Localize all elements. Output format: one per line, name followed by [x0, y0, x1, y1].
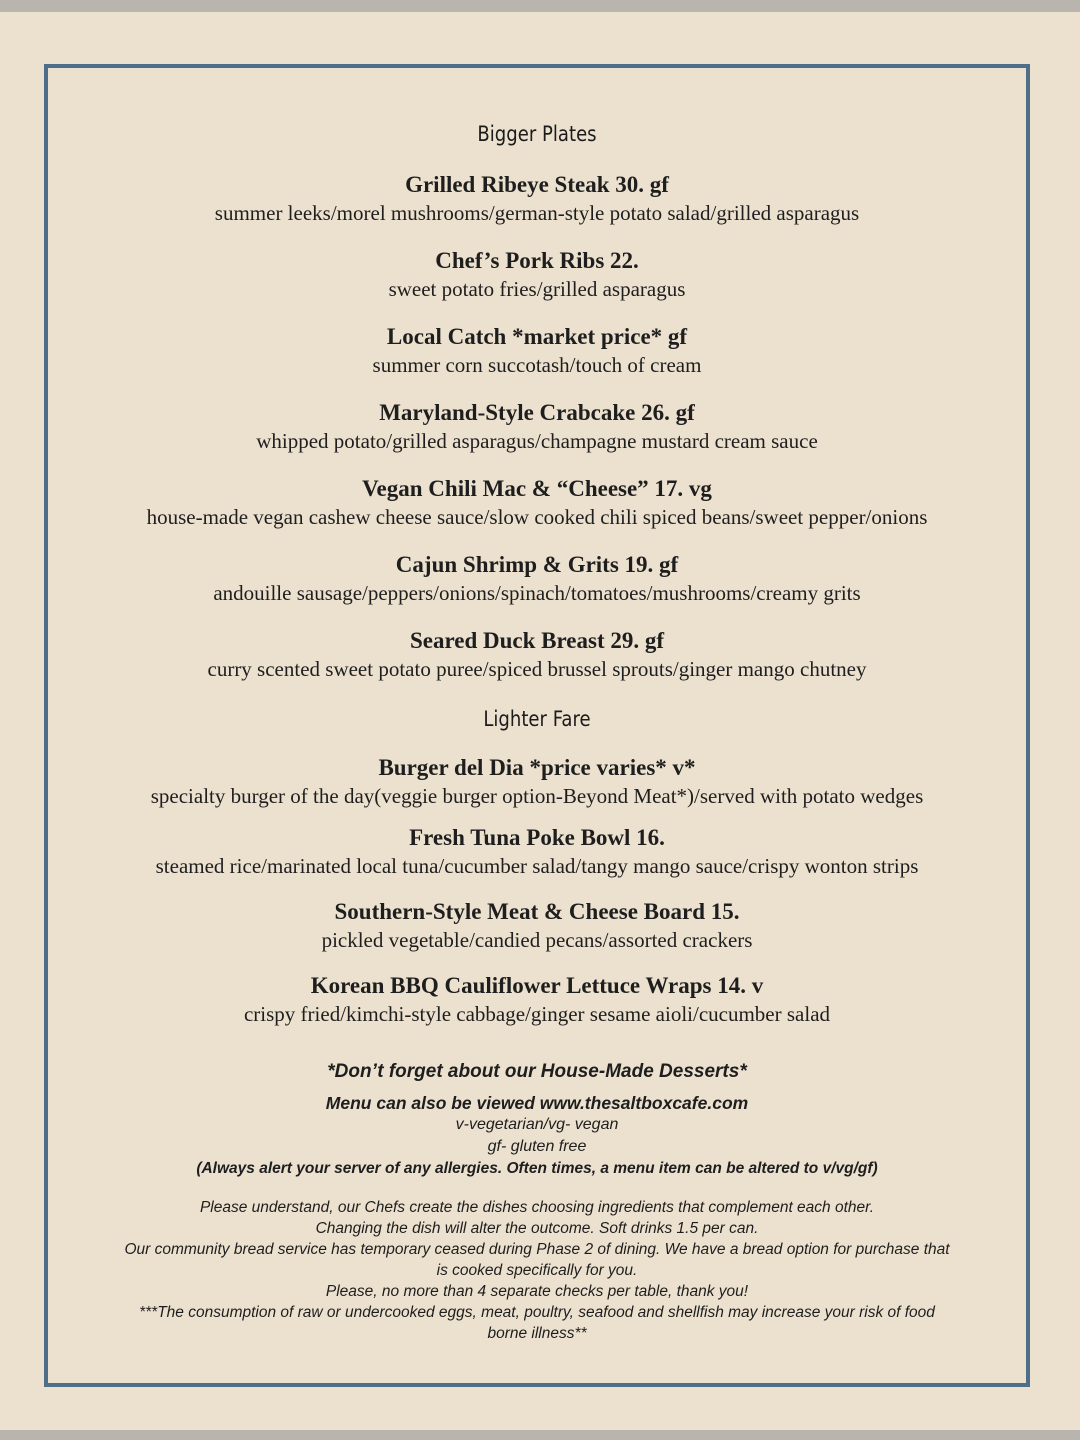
- item-name: Grilled Ribeye Steak 30. gf: [405, 172, 669, 197]
- diet-legend: v-vegetarian/vg- vegan: [455, 1116, 619, 1133]
- item-description: whipped potato/grilled asparagus/champagne mustard cream sauce: [256, 429, 818, 453]
- item-name: Local Catch *market price* gf: [386, 324, 688, 349]
- section-bigger-plates: [48, 122, 1026, 683]
- policy-notes: [48, 1197, 1026, 1344]
- item-name: Korean BBQ Cauliflower Lettuce Wraps 14. v: [310, 973, 764, 998]
- section-lighter-fare: [48, 707, 1026, 1028]
- item-name: Seared Duck Breast 29. gf: [409, 628, 665, 653]
- diet-legend: gf- gluten free: [487, 1138, 587, 1155]
- section-title: Lighter Fare: [483, 707, 591, 731]
- item-name: Burger del Dia *price varies* v*: [378, 755, 696, 780]
- policy-line: Our community bread service has temporary ceased during Phase 2 of dining. We have a bread option for purchase that: [124, 1241, 950, 1258]
- website-note: Menu can also be viewed www.thesaltboxcafe.com: [325, 1093, 749, 1113]
- item-description: pickled vegetable/candied pecans/assorted crackers: [321, 928, 753, 952]
- policy-line: Please understand, our Chefs create the dishes choosing ingredients that complement each other.: [199, 1199, 875, 1216]
- menu-item: [48, 551, 1026, 607]
- item-description: specialty burger of the day(veggie burger option-Beyond Meat*)/served with potato wedges: [150, 784, 924, 808]
- item-name: Fresh Tuna Poke Bowl 16.: [409, 825, 665, 850]
- item-description: sweet potato fries/grilled asparagus: [388, 277, 686, 301]
- menu-content: [48, 56, 1026, 1344]
- menu-item: [48, 399, 1026, 455]
- menu-item: [48, 824, 1026, 880]
- desserts-note: *Don’t forget about our House-Made Desserts*: [327, 1061, 747, 1082]
- policy-line: borne illness**: [487, 1325, 587, 1342]
- item-description: andouille sausage/peppers/onions/spinach/tomatoes/mushrooms/creamy grits: [213, 581, 861, 605]
- menu-item: [48, 475, 1026, 531]
- section-title: Bigger Plates: [477, 122, 597, 146]
- menu-item: [48, 627, 1026, 683]
- menu-footer: [48, 1060, 1026, 1344]
- item-description: curry scented sweet potato puree/spiced brussel sprouts/ginger mango chutney: [207, 657, 867, 681]
- item-description: steamed rice/marinated local tuna/cucumber salad/tangy mango sauce/crispy wonton strips: [155, 854, 919, 878]
- item-name: Chef’s Pork Ribs 22.: [435, 248, 639, 273]
- allergy-note: (Always alert your server of any allergies. Often times, a menu item can be altered to v/vg/gf): [196, 1160, 878, 1177]
- item-description: summer leeks/morel mushrooms/german-style potato salad/grilled asparagus: [214, 201, 860, 225]
- menu-item: [48, 171, 1026, 227]
- policy-line: is cooked specifically for you.: [436, 1262, 638, 1279]
- item-name: Maryland-Style Crabcake 26. gf: [379, 400, 695, 425]
- policy-line: Changing the dish will alter the outcome. Soft drinks 1.5 per can.: [315, 1220, 759, 1237]
- item-description: crispy fried/kimchi-style cabbage/ginger sesame aioli/cucumber salad: [243, 1002, 831, 1026]
- item-name: Cajun Shrimp & Grits 19. gf: [395, 552, 679, 577]
- menu-item: [48, 972, 1026, 1028]
- item-name: Southern-Style Meat & Cheese Board 15.: [334, 899, 740, 924]
- item-description: summer corn succotash/touch of cream: [372, 353, 702, 377]
- menu-item: [48, 323, 1026, 379]
- menu-item: [48, 247, 1026, 303]
- menu-item: [48, 754, 1026, 810]
- item-description: house-made vegan cashew cheese sauce/slow cooked chili spiced beans/sweet pepper/onions: [146, 505, 928, 529]
- item-name: Vegan Chili Mac & “Cheese” 17. vg: [362, 476, 712, 501]
- policy-line: ***The consumption of raw or undercooked eggs, meat, poultry, seafood and shellfish may increase your risk of food: [139, 1304, 935, 1321]
- policy-line: Please, no more than 4 separate checks per table, thank you!: [325, 1283, 749, 1300]
- menu-item: [48, 898, 1026, 954]
